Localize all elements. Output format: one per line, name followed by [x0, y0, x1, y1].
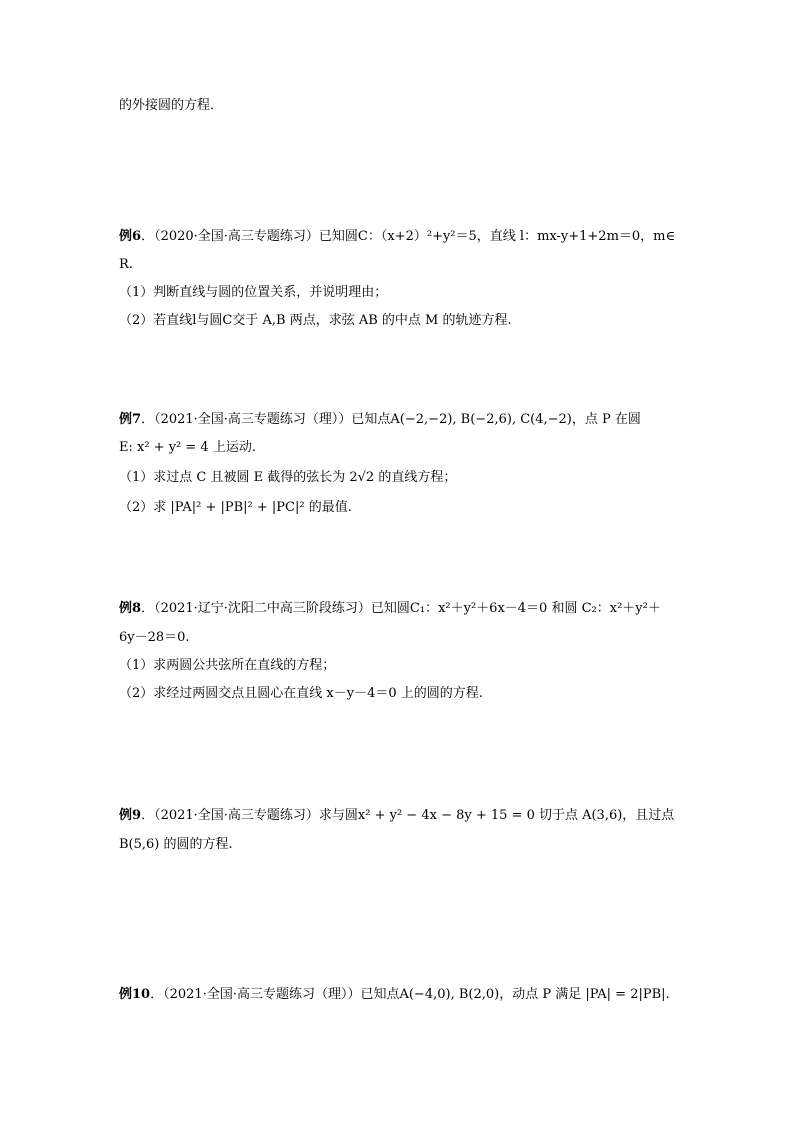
- example-source: ．（2021·全国·高三专题练习（理））已知点: [141, 412, 391, 427]
- example-label: 例: [119, 601, 133, 616]
- example-number: 10: [132, 987, 151, 1002]
- example-label: 例: [119, 229, 133, 244]
- example-number: 8: [132, 601, 142, 616]
- example-8-part-2: （2）求经过两圆交点且圆心在直线 x－y－4＝0 上的圆的方程.: [119, 686, 483, 701]
- example-text: A(−4,0), B(2,0)，动点 P 满足 |PA| = 2|PB|.: [399, 987, 670, 1002]
- example-number: 7: [132, 412, 142, 427]
- example-6-line-2: R.: [119, 257, 133, 272]
- example-number: 6: [132, 229, 142, 244]
- example-text: C：（x+2）²+y²＝5，直线 l：mx-y+1+2m＝0，m∈: [357, 229, 676, 244]
- example-6-part-2: （2）若直线l与圆C交于 A,B 两点，求弦 AB 的中点 M 的轨迹方程.: [119, 313, 512, 328]
- example-10-line-1: [119, 987, 670, 1003]
- example-8-line-2: 6y－28＝0.: [119, 630, 190, 645]
- example-label: 例: [119, 808, 133, 823]
- example-9-line-1: [119, 808, 674, 824]
- example-7-part-1: （1）求过点 C 且被圆 E 截得的弦长为 2√2 的直线方程；: [119, 470, 457, 485]
- example-6-part-1: （1）判断直线与圆的位置关系，并说明理由；: [119, 285, 388, 300]
- example-text: x² + y² − 4x − 8y + 15 = 0 切于点 A(3,6)，且过点: [357, 808, 675, 823]
- intro-line: 的外接圆的方程．: [119, 98, 224, 113]
- example-number: 9: [132, 808, 142, 823]
- example-7-line-1: [119, 412, 641, 428]
- example-8-part-1: （1）求两圆公共弦所在直线的方程；: [119, 658, 336, 673]
- example-9-line-2: B(5,6) 的圆的方程.: [119, 837, 233, 852]
- example-label: 例: [119, 987, 133, 1002]
- example-source: ．（2021·辽宁·沈阳二中高三阶段练习）已知圆: [141, 601, 410, 616]
- example-6-line-1: [119, 229, 675, 245]
- example-text: A(−2,−2), B(−2,6), C(4,−2)，点 P 在圆: [390, 412, 641, 427]
- example-source: ．（2020·全国·高三专题练习）已知圆: [141, 229, 358, 244]
- example-8-line-1: [119, 601, 661, 617]
- example-7-part-2: （2）求 |PA|² + |PB|² + |PC|² 的最值.: [119, 500, 352, 515]
- example-label: 例: [119, 412, 133, 427]
- example-7-line-2: E: x² + y² = 4 上运动.: [119, 440, 256, 455]
- example-source: ．（2021·全国·高三专题练习（理））已知点: [150, 987, 400, 1002]
- example-text: C₁：x²＋y²＋6x－4＝0 和圆 C₂：x²＋y²＋: [409, 601, 661, 616]
- example-source: ．（2021·全国·高三专题练习）求与圆: [141, 808, 358, 823]
